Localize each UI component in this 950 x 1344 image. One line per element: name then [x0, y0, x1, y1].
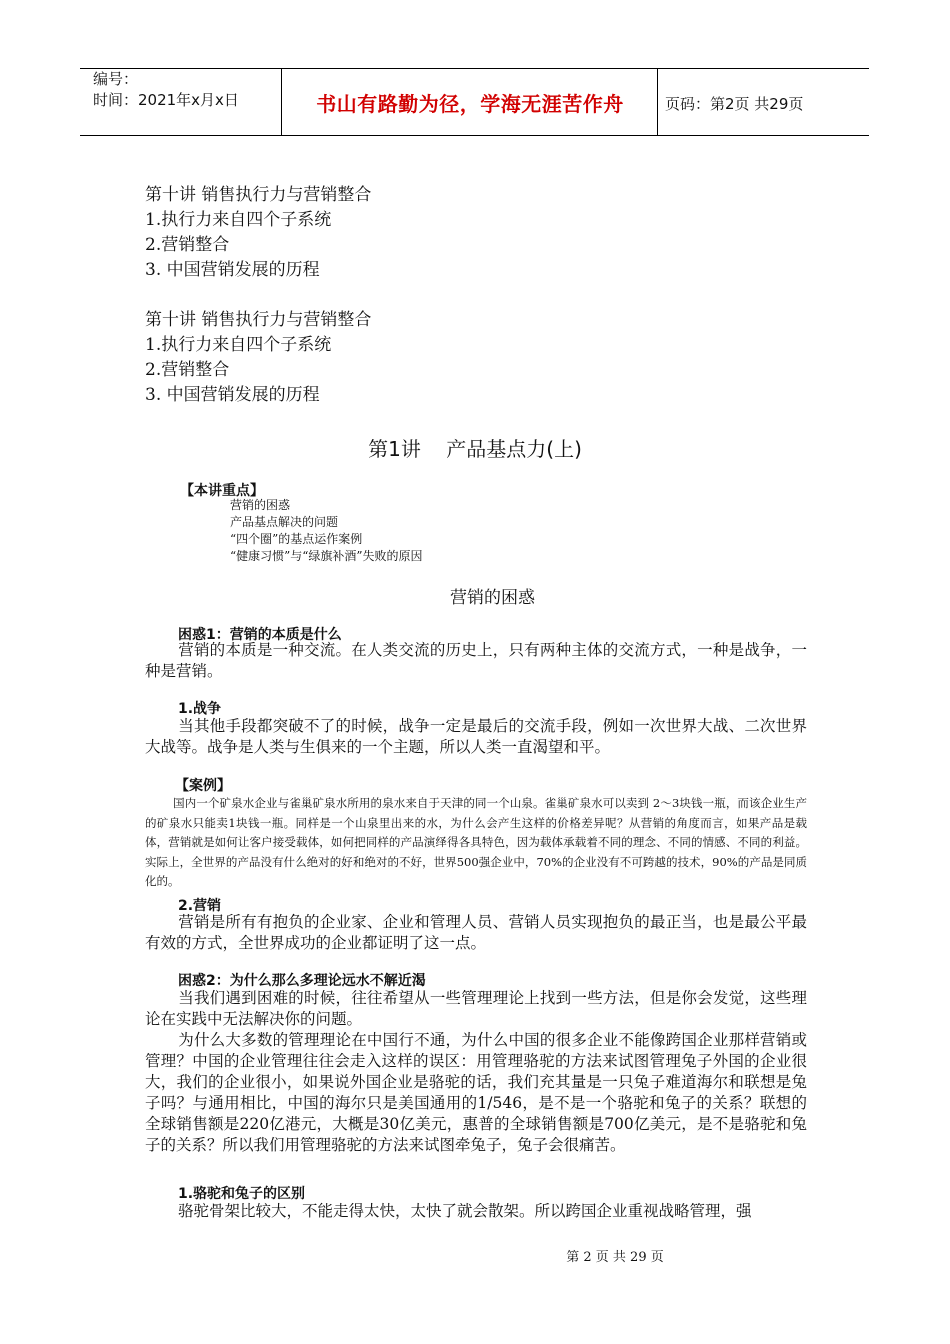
camel-heading: 1.骆驼和兔子的区别 — [178, 1186, 306, 1202]
focus-item: 营销的困惑 — [230, 498, 291, 512]
toc-line: 第十讲 销售执行力与营销整合 — [145, 185, 372, 205]
page-footer: 第 2 页 共 29 页 — [566, 1250, 664, 1265]
header-divider-left — [281, 68, 282, 135]
camel-paragraph: 骆驼骨架比较大，不能走得太快，太快了就会散架。所以跨国企业重视战略管理，强 — [178, 1202, 752, 1220]
focus-item: “健康习惯”与“绿旗补酒”失败的原因 — [230, 549, 423, 563]
focus-label: 【本讲重点】 — [180, 483, 264, 499]
confusion2-paragraph-1: 当我们遇到困难的时候，往往希望从一些管理理论上找到一些方法，但是你会发觉，这些理论在实践中无法解决你的问题。 — [145, 989, 807, 1028]
header-meta — [93, 69, 239, 111]
header-time: 时间：2021年x月x日 — [93, 91, 239, 109]
toc-block-1 — [145, 183, 371, 283]
toc-line: 第十讲 销售执行力与营销整合 — [145, 310, 372, 330]
confusion1-paragraph: 营销的本质是一种交流。在人类交流的历史上，只有两种主体的交流方式，一种是战争，一种是营销。 — [145, 641, 807, 680]
header-divider-right — [657, 68, 658, 135]
confusion2-heading: 困惑2：为什么那么多理论远水不解近渴 — [178, 973, 426, 989]
focus-list — [230, 497, 423, 565]
header-number: 编号： — [93, 70, 139, 88]
confusion1-heading: 困惑1：营销的本质是什么 — [178, 627, 342, 643]
confusion2-paragraph-2: 为什么大多数的管理理论在中国行不通，为什么中国的很多企业不能像跨国企业那样营销或管理？中国的企业管理往往会走入这样的误区：用管理骆驼的方法来试图管理兔子外国的企业很大，我们的企业很小，如果说外国企业是骆驼的话，我们充其量是一只兔子难道海尔和联想是兔子吗？与通用相比，中国的海尔只是美国通用的1/546，是不是一个骆驼和兔子的关系？联想的全球销售额是220亿港元，大概是30亿美元，惠普的全球销售额是700亿美元，是不是骆驼和兔子的关系？所以我们用管理骆驼的方法来试图牵兔子，兔子会很痛苦。 — [145, 1031, 807, 1154]
toc-line: 1.执行力来自四个子系统 — [145, 210, 332, 230]
focus-item: 产品基点解决的问题 — [230, 515, 339, 529]
lecture-title: 第1讲 产品基点力(上) — [368, 437, 582, 461]
focus-item: “四个圈”的基点运作案例 — [230, 532, 363, 546]
header-motto: 书山有路勤为径，学海无涯苦作舟 — [316, 92, 624, 116]
toc-line: 3. 中国营销发展的历程 — [145, 260, 320, 280]
war-paragraph: 当其他手段都突破不了的时候，战争一定是最后的交流手段，例如一次世界大战、二次世界大战等。战争是人类与生俱来的一个主题，所以人类一直渴望和平。 — [145, 717, 807, 756]
toc-line: 2.营销整合 — [145, 235, 230, 255]
case-text: 国内一个矿泉水企业与雀巢矿泉水所用的泉水来自于天津的同一个山泉。雀巢矿泉水可以卖到 2～3块钱一瓶，而该企业生产的矿泉水只能卖1块钱一瓶。同样是一个山泉里出来的水，为什么会产生这样的价格差异呢？从营销的角度而言，如果产品是载体，营销就是如何让客户接受载体，如何把同样的产品演绎得各具特色，因为载体承载着不同的理念、不同的情感、不同的利益。实际上，全世界的产品没有什么绝对的好和绝对的不好，世界500强企业中，70%的企业没有不可跨越的技术，90%的产品是同质化的。 — [145, 796, 807, 888]
marketing-heading: 2.营销 — [178, 898, 222, 914]
toc-line: 1.执行力来自四个子系统 — [145, 335, 332, 355]
toc-block-2 — [145, 308, 371, 408]
toc-line: 2.营销整合 — [145, 360, 230, 380]
war-heading: 1.战争 — [178, 701, 222, 717]
marketing-paragraph: 营销是所有有抱负的企业家、企业和管理人员、营销人员实现抱负的最正当，也是最公平最有效的方式，全世界成功的企业都证明了这一点。 — [145, 913, 807, 952]
case-label: 【案例】 — [175, 778, 231, 794]
toc-line: 3. 中国营销发展的历程 — [145, 385, 320, 405]
header-bottom-rule — [80, 135, 869, 136]
section-title: 营销的困惑 — [450, 588, 535, 608]
header-page-number: 页码：第2页 共29页 — [665, 95, 804, 113]
